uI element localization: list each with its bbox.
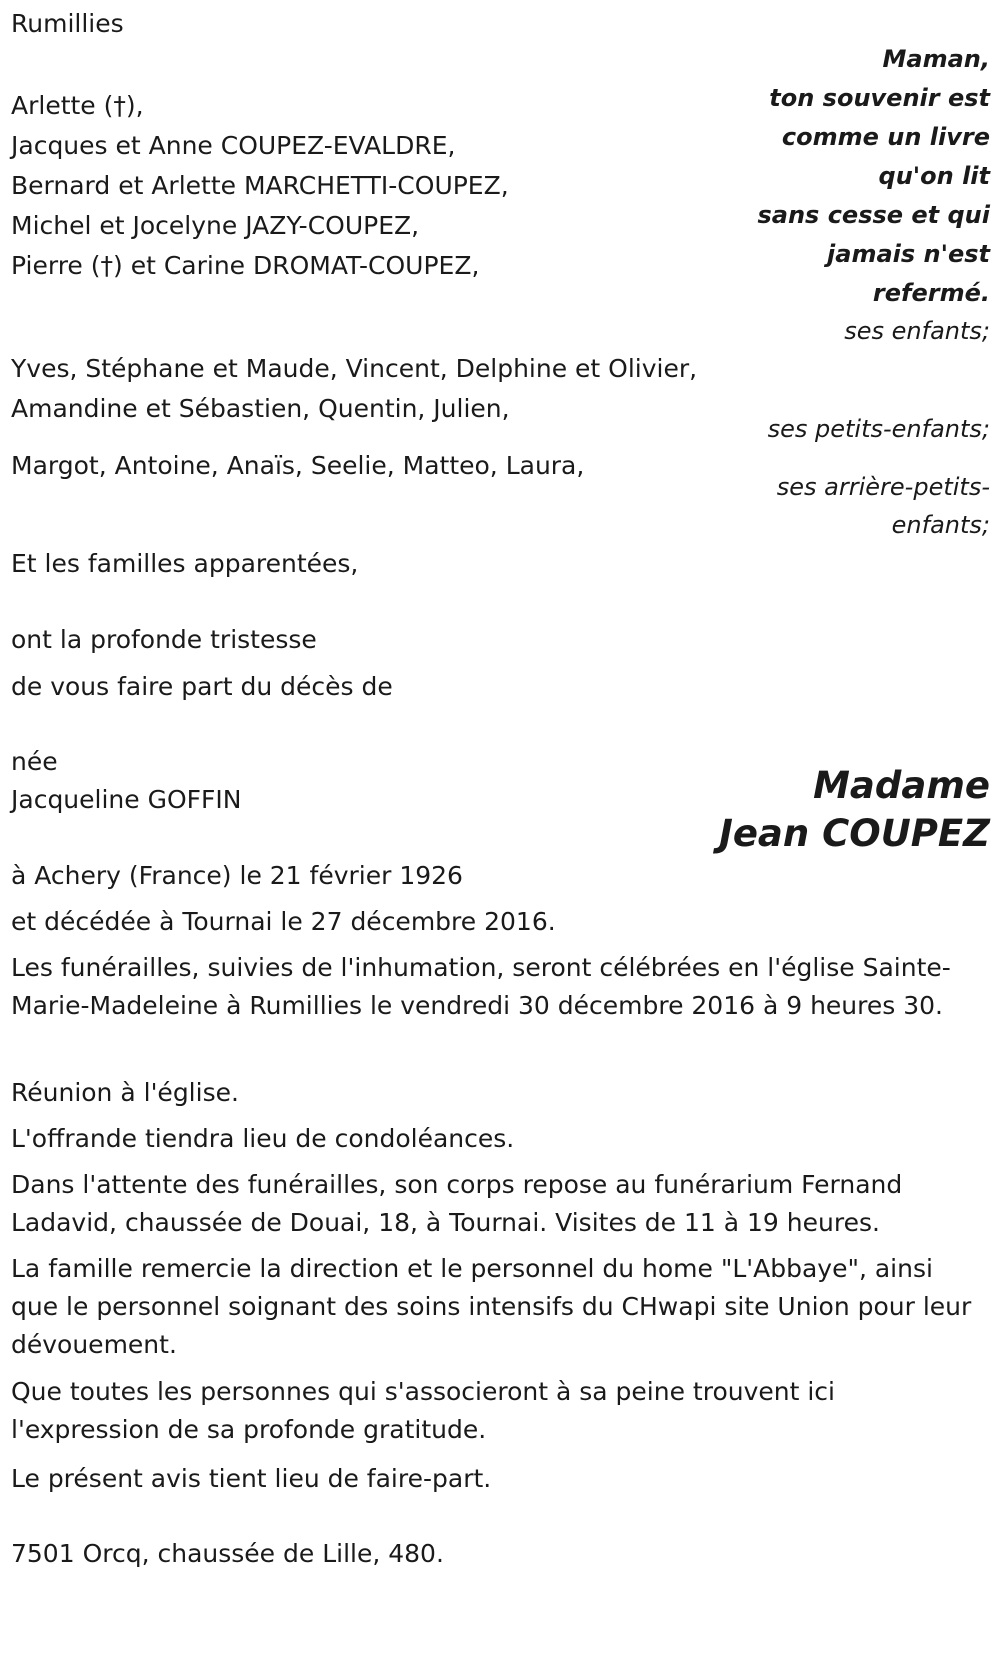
great-grandchild-entry: Margot, Antoine, Anaïs, Seelie, Matteo, Laura, (11, 451, 585, 480)
great-grandchildren-list (11, 446, 584, 486)
motto-quote (757, 40, 990, 313)
deceased-full-name: Jean COUPEZ (719, 812, 990, 855)
children-role: ses enfants; (844, 317, 990, 345)
children-list (11, 86, 509, 286)
child-entry: Arlette (†), (11, 91, 144, 120)
announcement-line: ont la profonde tristesse (11, 625, 317, 654)
deceased-name (719, 762, 990, 858)
child-entry: Pierre (†) et Carine DROMAT-COUPEZ, (11, 251, 480, 280)
death-place-date: et décédée à Tournai le 27 décembre 2016. (11, 907, 556, 936)
birth-name: Jacqueline GOFFIN (11, 785, 242, 814)
motto-line: jamais n'est (827, 240, 990, 268)
birth-prefix: née (11, 747, 58, 776)
announcement-line: de vous faire part du décès de (11, 672, 393, 701)
grandchild-entry: Yves, Stéphane et Maude, Vincent, Delphine et Olivier, (11, 354, 698, 383)
town-name: Rumillies (11, 9, 124, 38)
motto-line: ton souvenir est (769, 84, 990, 112)
motto-line: refermé. (872, 279, 990, 307)
child-entry: Michel et Jocelyne JAZY-COUPEZ, (11, 211, 420, 240)
motto-line: comme un livre (781, 123, 990, 151)
child-entry: Bernard et Arlette MARCHETTI-COUPEZ, (11, 171, 509, 200)
funeral-info: Les funérailles, suivies de l'inhumation, seront célébrées en l'église Sainte-Marie-Madeleine à Rumillies le vendredi 30 décembre 2016 à 9 heures 30. (11, 953, 951, 1020)
related-families: Et les familles apparentées, (11, 549, 359, 578)
grandchildren-role: ses petits-enfants; (767, 415, 990, 443)
notice-info: Le présent avis tient lieu de faire-part. (11, 1464, 492, 1493)
gratitude-info: Que toutes les personnes qui s'associeront à sa peine trouvent ici l'expression de sa profonde gratitude. (11, 1377, 835, 1444)
role-line: enfants; (891, 511, 990, 539)
funerarium-info: Dans l'attente des funérailles, son corps repose au funérarium Fernand Ladavid, chaussée de Douai, 18, à Tournai. Visites de 11 à 19 heures. (11, 1170, 903, 1237)
birth-place-date: à Achery (France) le 21 février 1926 (11, 861, 463, 890)
great-grandchildren-role (777, 468, 990, 544)
offering-info: L'offrande tiendra lieu de condoléances. (11, 1124, 515, 1153)
child-entry: Jacques et Anne COUPEZ-EVALDRE, (11, 131, 456, 160)
motto-line: qu'on lit (878, 162, 990, 190)
thanks-info: La famille remercie la direction et le personnel du home "L'Abbaye", ainsi que le personnel soignant des soins intensifs du CHwapi site Union pour leur dévouement. (11, 1254, 972, 1359)
deceased-title: Madame (813, 764, 990, 807)
role-line: ses arrière-petits- (776, 473, 990, 501)
grandchildren-list (11, 349, 697, 429)
motto-line: Maman, (882, 45, 990, 73)
family-address: 7501 Orcq, chaussée de Lille, 480. (11, 1539, 444, 1568)
motto-line: sans cesse et qui (757, 201, 990, 229)
grandchild-entry: Amandine et Sébastien, Quentin, Julien, (11, 394, 510, 423)
meeting-info: Réunion à l'église. (11, 1078, 239, 1107)
birth-name-block (11, 743, 241, 819)
